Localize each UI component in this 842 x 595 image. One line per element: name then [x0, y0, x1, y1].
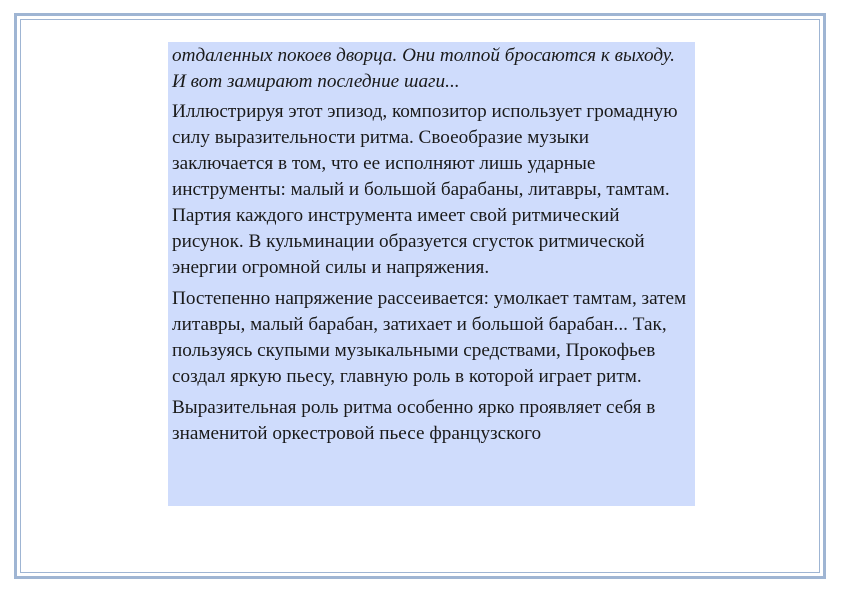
text-block: [168, 42, 695, 506]
paragraph-rhythm-illustration: Иллюстрируя этот эпизод, композитор использует громадную силу выразительности ритма. Своеобразие музыки заключается в том, что ее исполняют лишь ударные инструменты: малый и большой барабаны, литавры, тамтам. Партия каждого инструмента имеет свой ритмический рисунок. В кульминации образуется сгусток ритмической энергии огромной силы и напряжения.: [172, 101, 678, 278]
paragraph-orchestral-piece: Выразительная роль ритма особенно ярко проявляет себя в знаменитой оркестровой пьесе французского: [172, 397, 656, 444]
paragraph-tension-dissipates: Постепенно напряжение рассеивается: умолкает тамтам, затем литавры, малый барабан, затихает и большой барабан... Так, пользуясь скупыми музыкальными средствами, Прокофьев создал яркую пьесу, главную роль в которой играет ритм.: [172, 288, 687, 387]
paragraph-italic-intro: отдаленных покоев дворца. Они толпой бросаются к выходу. И вот замирают последние шаги...: [172, 45, 675, 92]
